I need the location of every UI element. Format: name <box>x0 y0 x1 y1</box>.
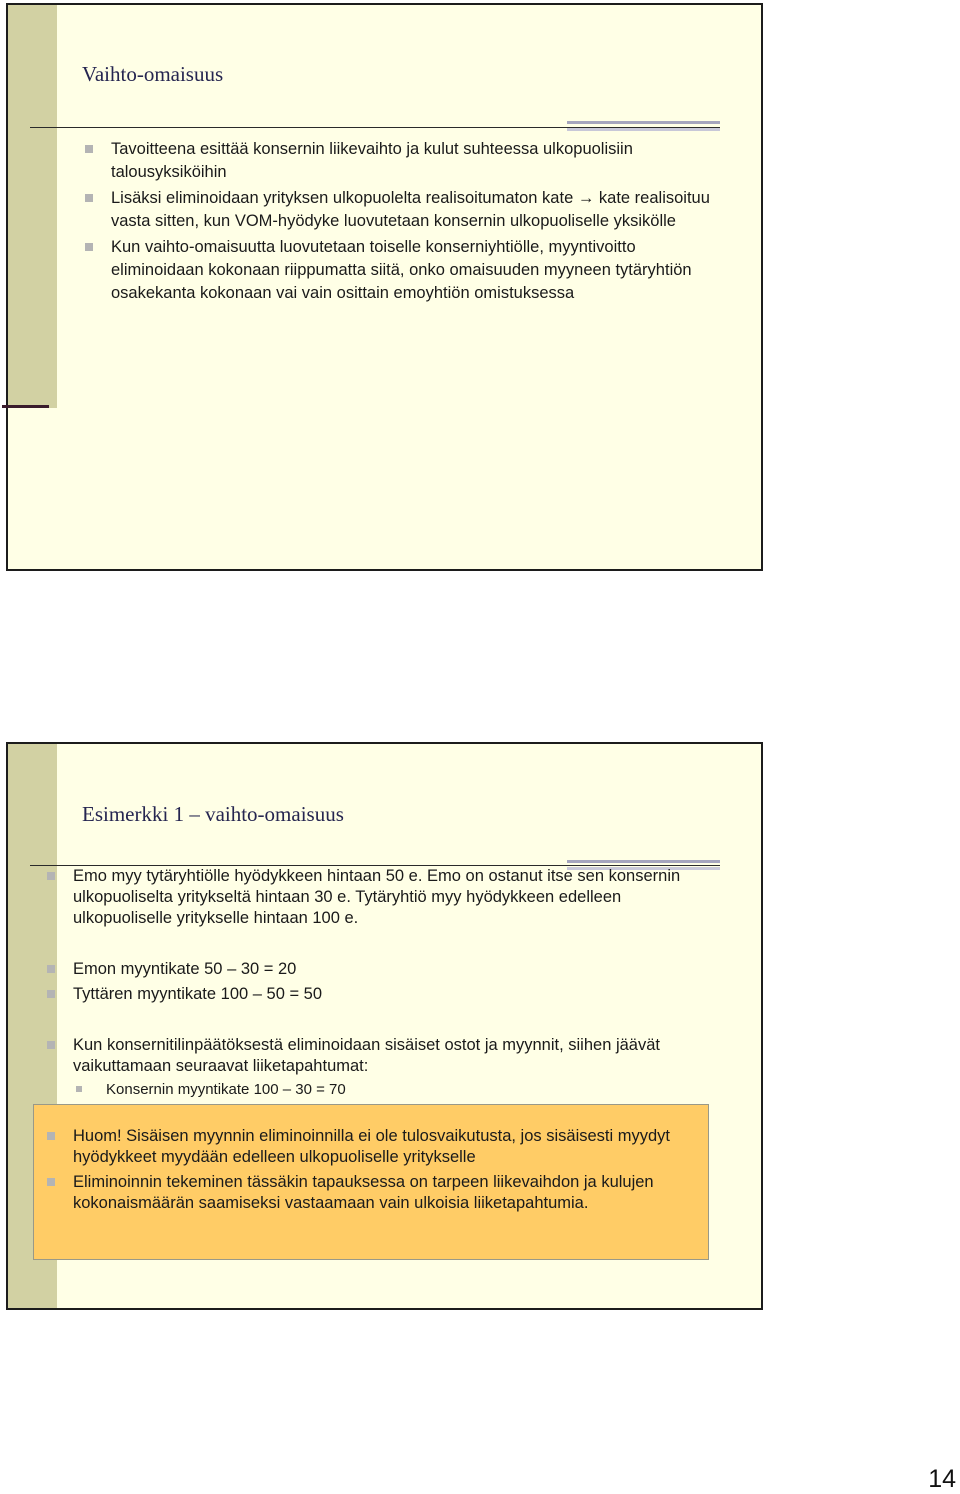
list-item <box>44 959 724 980</box>
bullet-text: Kun vaihto-omaisuutta luovutetaan toiselle konserniyhtiölle, myyntivoitto eliminoidaan kokonaan riippumatta siitä, onko omaisuuden myyneen tytäryhtiön osakekanta kokonaan vai vain osittain emoyhtiön omistuksessa <box>111 238 692 302</box>
bullet-square-icon <box>85 243 93 251</box>
bullet-square-icon <box>47 1132 55 1140</box>
page-number: 14 <box>928 1465 956 1493</box>
sub-bullet-text: Konsernin myyntikate 100 – 30 = 70 <box>106 1081 346 1098</box>
stripe-base-line <box>2 405 49 408</box>
list-item <box>82 236 722 305</box>
list-item <box>82 187 722 233</box>
bullet-square-icon <box>47 1178 55 1186</box>
list-item <box>82 138 722 184</box>
bullet-square-icon <box>85 194 93 202</box>
bullet-text: Emon myyntikate 50 – 30 = 20 <box>73 960 297 978</box>
bullet-square-icon <box>47 872 55 880</box>
bullet-square-icon <box>47 1041 55 1049</box>
spacer <box>44 929 724 959</box>
bullet-text: Tavoitteena esittää konsernin liikevaihto ja kulut suhteessa ulkopuolisiin talousyksiköihin <box>111 140 633 181</box>
list-item <box>44 1126 704 1168</box>
callout-text: Huom! Sisäisen myynnin eliminoinnilla ei ole tulosvaikutusta, jos sisäisesti myydyt hyödykkeet myydään edelleen ulkopuoliselle yritykselle <box>73 1127 670 1166</box>
slide2-title: Esimerkki 1 – vaihto-omaisuus <box>82 802 344 826</box>
accent-bar-light <box>567 128 720 131</box>
bullet-square-icon <box>47 965 55 973</box>
callout-text: Eliminoinnin tekeminen tässäkin tapauksessa on tarpeen liikevaihdon ja kulujen kokonaismäärän saamiseksi vastaamaan vain ulkoisia liiketapahtumia. <box>73 1173 654 1212</box>
sub-bullet-square-icon <box>76 1086 82 1092</box>
accent-bar <box>567 121 720 124</box>
accent-bar <box>567 860 720 863</box>
list-item <box>44 866 724 929</box>
list-item <box>44 1035 724 1100</box>
spacer <box>44 1005 724 1035</box>
side-stripe <box>8 5 57 408</box>
bullet-text: Emo myy tytäryhtiölle hyödykkeen hintaan 50 e. Emo on ostanut itse sen konsernin ulkopuoliselta yritykseltä hintaan 30 e. Tytäryhtiö myy hyödykkeen edelleen ulkopuoliselle yritykselle hintaan 100 e. <box>73 867 681 927</box>
callout-bullet-list <box>44 1126 704 1218</box>
bullet-square-icon <box>85 145 93 153</box>
bullet-text: Tyttären myyntikate 100 – 50 = 50 <box>73 985 323 1003</box>
slide1-bullet-list <box>82 138 722 308</box>
bullet-square-icon <box>47 990 55 998</box>
list-item <box>44 1172 704 1214</box>
bullet-text: Kun konsernitilinpäätöksestä eliminoidaan sisäiset ostot ja myynnit, siihen jäävät vaikuttamaan seuraavat liiketapahtumat: <box>73 1036 660 1075</box>
slide2-bullet-list <box>44 866 724 1100</box>
slide1-title: Vaihto-omaisuus <box>82 62 224 86</box>
bullet-text: Lisäksi eliminoidaan yrityksen ulkopuolelta realisoitumaton kate → kate realisoituu vasta sitten, kun VOM-hyödyke luovutetaan konsernin ulkopuoliselle yksikölle <box>111 189 710 230</box>
sub-list-item <box>73 1080 724 1100</box>
list-item <box>44 984 724 1005</box>
